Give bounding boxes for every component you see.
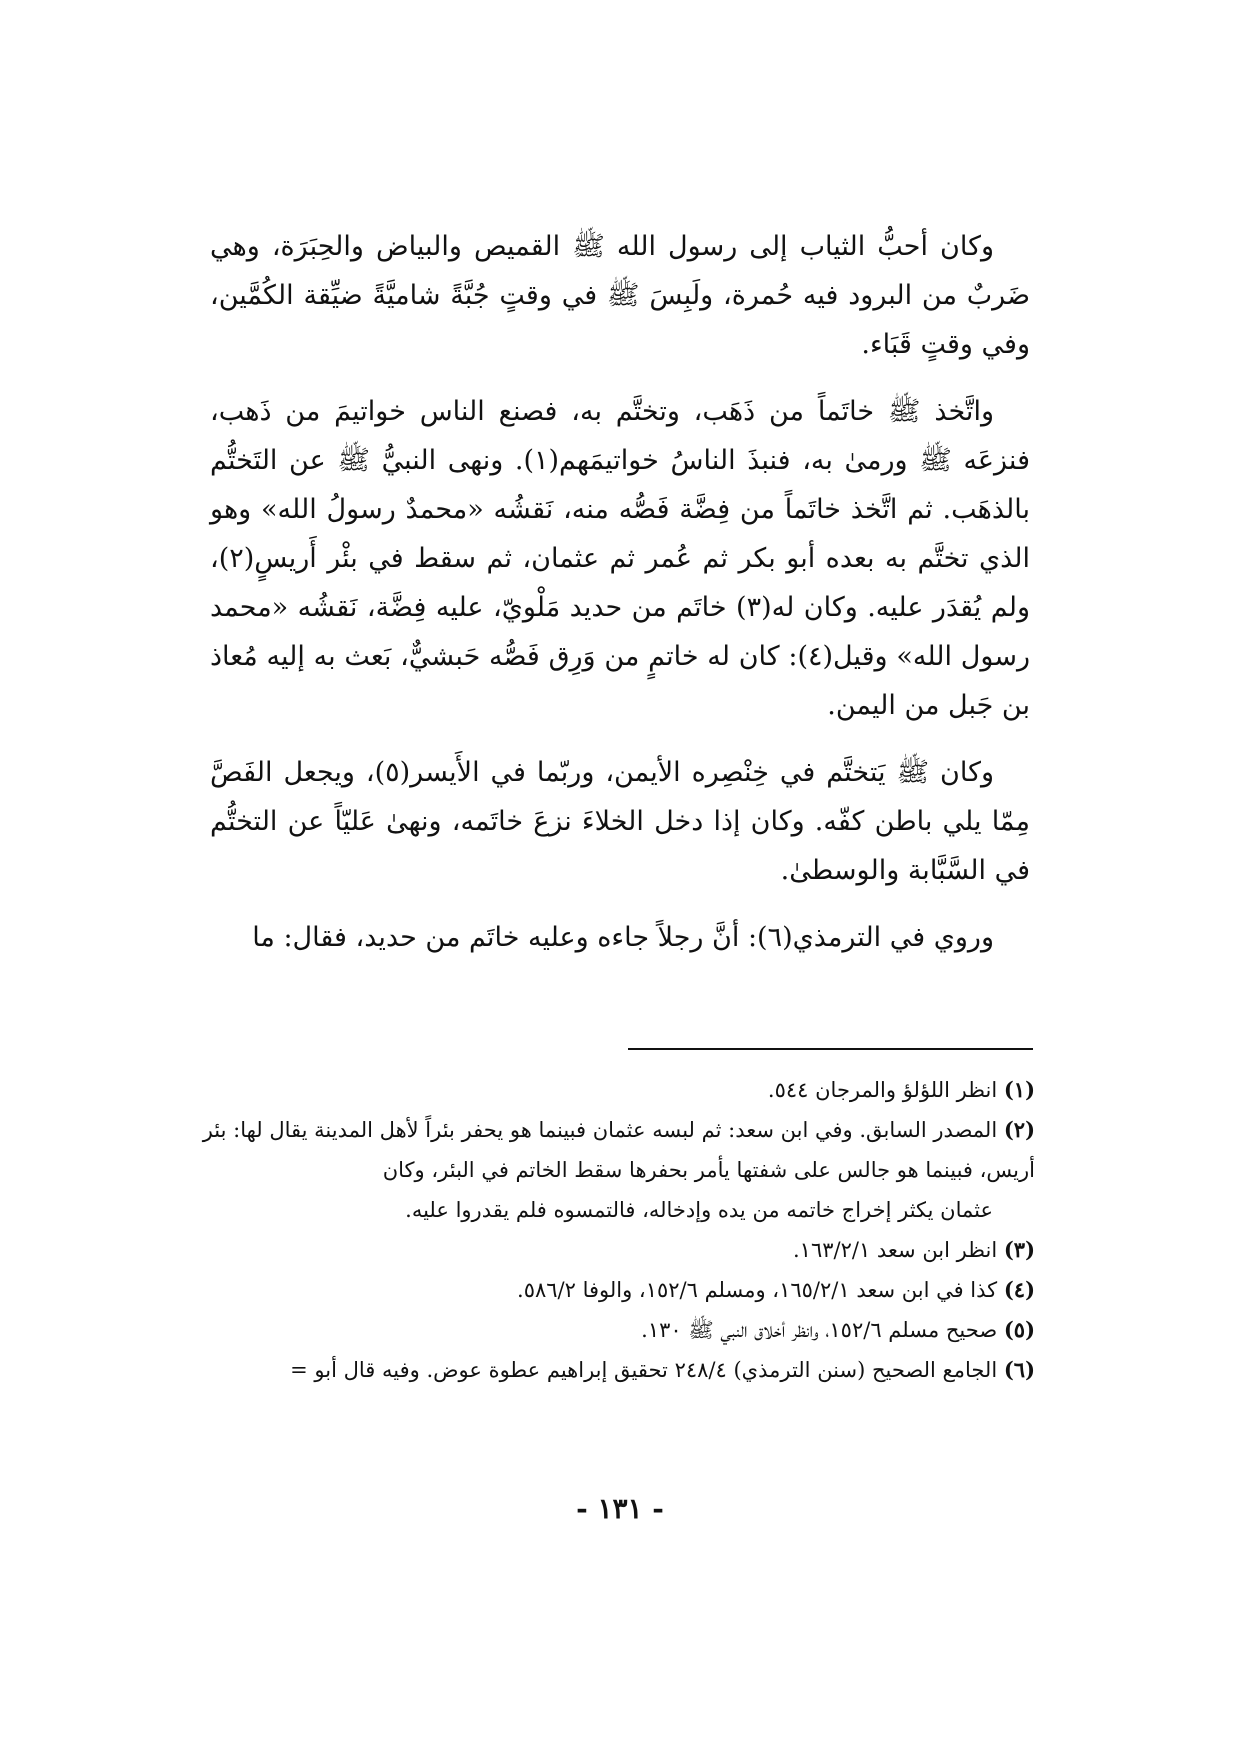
footnote-number: (٢)	[1003, 1117, 1035, 1142]
footnote-divider	[628, 1048, 1033, 1050]
footnote-number: (١)	[1003, 1077, 1035, 1102]
footnote-number: (٦)	[1003, 1357, 1035, 1382]
footnote-text: انظر اللؤلؤ والمرجان ٥٤٤.	[767, 1078, 998, 1102]
footnote-5	[200, 1310, 1035, 1350]
footnote-text: الجامع الصحيح (سنن الترمذي) ٢٤٨/٤ تحقيق إبراهيم عطوة عوض. وفيه قال أبو =	[290, 1358, 998, 1382]
footnote-3	[200, 1230, 1035, 1270]
footnotes	[200, 1070, 1035, 1390]
footnote-text: انظر ابن سعد ١٦٣/٢/١.	[792, 1238, 998, 1262]
paragraph-1: وكان أحبُّ الثياب إلى رسول الله ﷺ القميص والبياض والحِبَرَة، وهي ضَربٌ من البرود فيه حُمرة، ولَبِسَ ﷺ في وقتٍ جُبَّةً شاميَّةً ضيِّقة الكُمَّين، وفي وقتٍ قَبَاء.	[210, 231, 1030, 360]
footnote-4	[200, 1270, 1035, 1310]
page-number: - ١٣١ -	[576, 1492, 664, 1525]
footnote-text: المصدر السابق. وفي ابن سعد: ثم لبسه عثمان فبينما هو يحفر بئراً لأهل المدينة يقال لها: بئر أريس، فبينما هو جالس على شفتها يأمر بحفرها سقط الخاتم في البئر، وكان	[202, 1118, 1035, 1182]
footnote-2	[200, 1110, 1035, 1230]
paragraph-2: واتَّخذ ﷺ خاتَماً من ذَهَب، وتختَّم به، فصنع الناس خواتيمَ من ذَهب، فنزعَه ﷺ ورمىٰ به، فنبذَ الناسُ خواتيمَهم(١). ونهى النبيُّ ﷺ عن التَختُّم بالذهَب. ثم اتَّخذ خاتَماً من فِضَّة فَصُّه منه، نَقشُه «محمدٌ رسولُ الله» وهو الذي تختَّم به بعده أبو بكر ثم عُمر ثم عثمان، ثم سقط في بئْر أَريسٍ(٢)، ولم يُقدَر عليه. وكان له(٣) خاتَم من حديد مَلْويّ، عليه فِضَّة، نَقشُه «محمد رسول الله» وقيل(٤): كان له خاتمٍ من وَرِق فَصُّه حَبشيٌّ، بَعث به إليه مُعاذ بن جَبل من اليمن.	[210, 396, 1031, 721]
footnote-text: كذا في ابن سعد ١٦٥/٢/١، ومسلم ١٥٢/٦، والوفا ٥٨٦/٢.	[517, 1278, 998, 1302]
footnote-continuation: عثمان يكثر إخراج خاتمه من يده وإدخاله، فالتمسوه فلم يقدروا عليه.	[405, 1198, 993, 1222]
footnote-number: (٤)	[1003, 1277, 1035, 1302]
footnote-1	[200, 1070, 1035, 1110]
main-text	[210, 222, 1030, 980]
footnote-number: (٥)	[1003, 1317, 1035, 1342]
paragraph-3: وكان ﷺ يَتختَّم في خِنْصِره الأيمن، وربّما في الأَيسر(٥)، ويجعل الفَصَّ مِمّا يلي باطن كفّه. وكان إذا دخل الخلاءَ نزعَ خاتَمه، ونهىٰ عَليّاً عن التختُّم في السَّبَّابة والوسطىٰ.	[210, 757, 1030, 886]
paragraph-4: وروي في الترمذي(٦): أنَّ رجلاً جاءه وعليه خاتَم من حديد، فقال: ما	[252, 922, 994, 953]
footnote-6	[200, 1350, 1035, 1390]
footnote-number: (٣)	[1003, 1237, 1035, 1262]
footnote-text: صحيح مسلم ١٥٢/٦، وانظر أخلاق النبي ﷺ ١٣٠.	[641, 1318, 998, 1342]
